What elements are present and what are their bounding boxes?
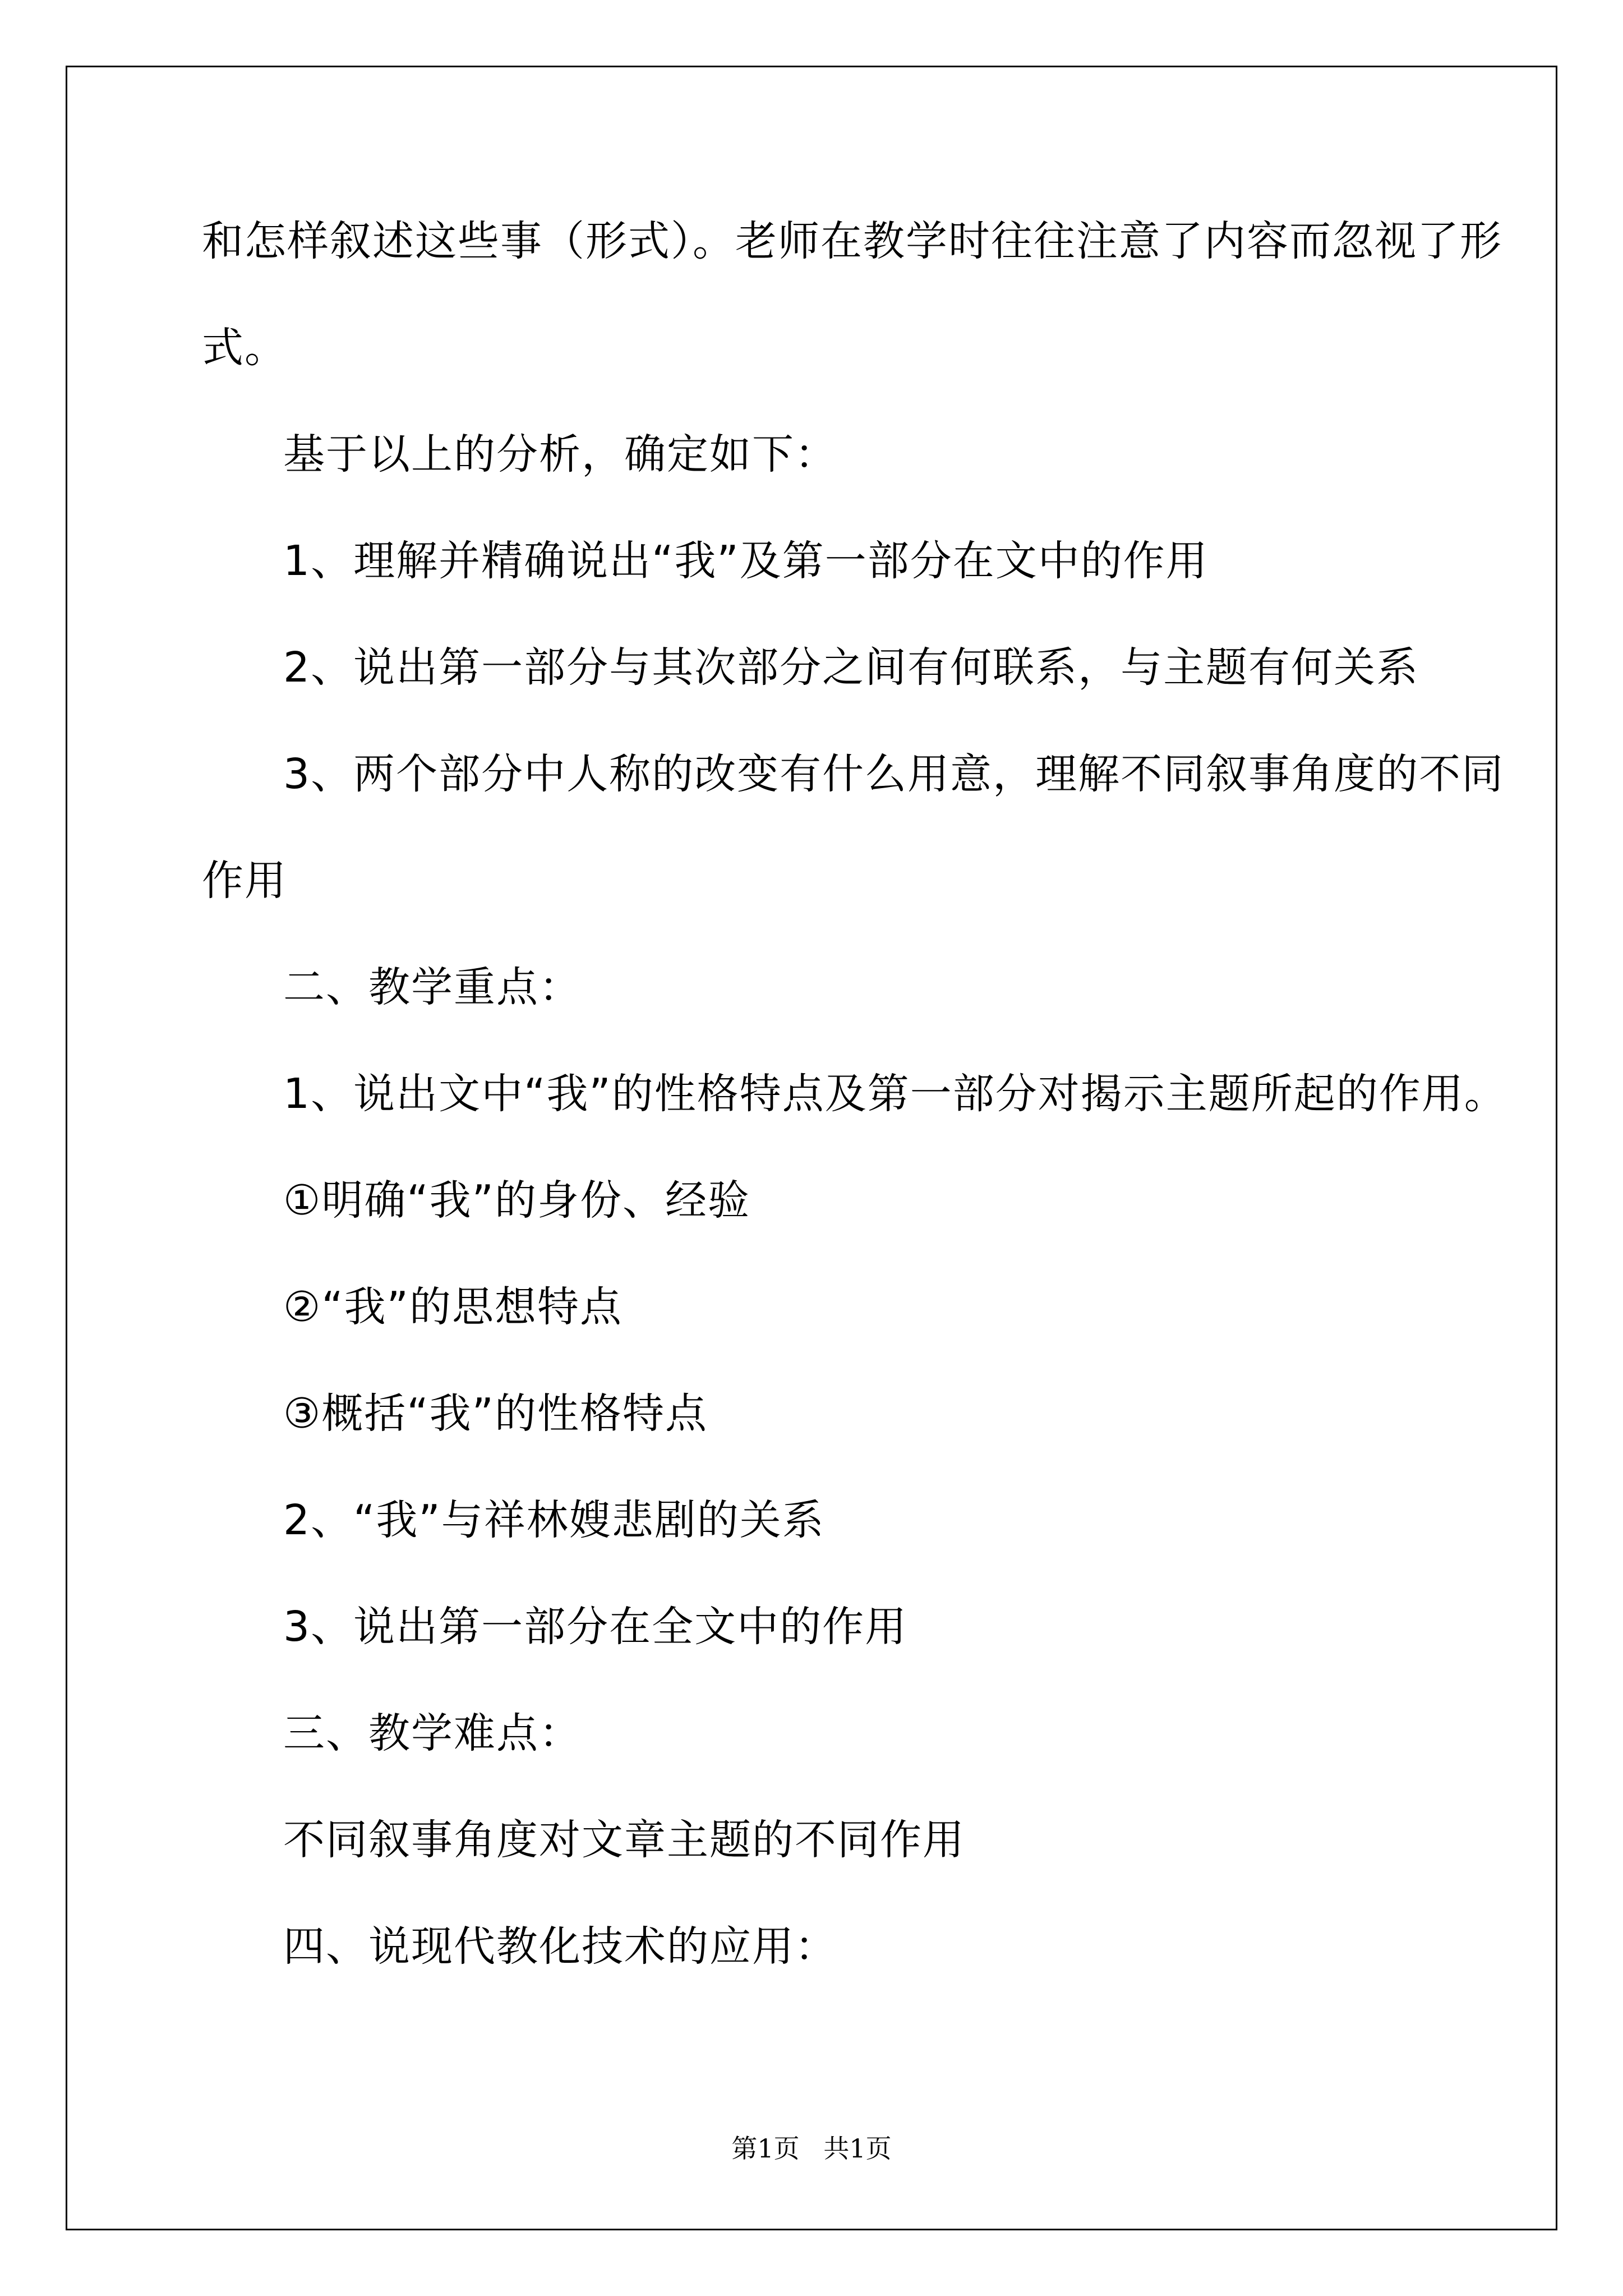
key-point-item: 2、“我”与祥林嫂悲剧的关系 <box>283 1496 825 1544</box>
paragraph-line: 式。 <box>202 324 287 372</box>
paragraph-line: 不同叙事角度对文章主题的不同作用 <box>283 1816 965 1864</box>
section-heading: 三、教学难点： <box>283 1709 582 1757</box>
paragraph-line: 作用 <box>202 857 287 905</box>
key-point-item: 3、说出第一部分在全文中的作用 <box>283 1603 908 1651</box>
paragraph-line: 和怎样叙述这些事（形式）。老师在教学时往往注意了内容而忽视了形 <box>202 217 1502 265</box>
sub-point-item: ①明确“我”的身份、经验 <box>283 1176 751 1225</box>
objective-item: 1、理解并精确说出“我”及第一部分在文中的作用 <box>283 537 1209 585</box>
paragraph-line: 基于以上的分析，确定如下： <box>283 430 837 478</box>
sub-point-item: ②“我”的思想特点 <box>283 1283 623 1331</box>
section-heading: 二、教学重点： <box>283 963 582 1011</box>
objective-item: 2、说出第一部分与其次部分之间有何联系，与主题有何关系 <box>283 643 1419 692</box>
objective-item: 3、两个部分中人称的改变有什么用意，理解不同叙事角度的不同 <box>283 750 1505 798</box>
page-total: 共1页 <box>823 2133 892 2164</box>
page-footer <box>0 2132 1623 2165</box>
sub-point-item: ③概括“我”的性格特点 <box>283 1389 708 1438</box>
key-point-item: 1、说出文中“我”的性格特点及第一部分对揭示主题所起的作用。 <box>283 1070 1507 1118</box>
page-number: 第1页 <box>731 2133 800 2164</box>
section-heading: 四、说现代教化技术的应用： <box>283 1922 837 1971</box>
page-border <box>66 66 1557 2230</box>
